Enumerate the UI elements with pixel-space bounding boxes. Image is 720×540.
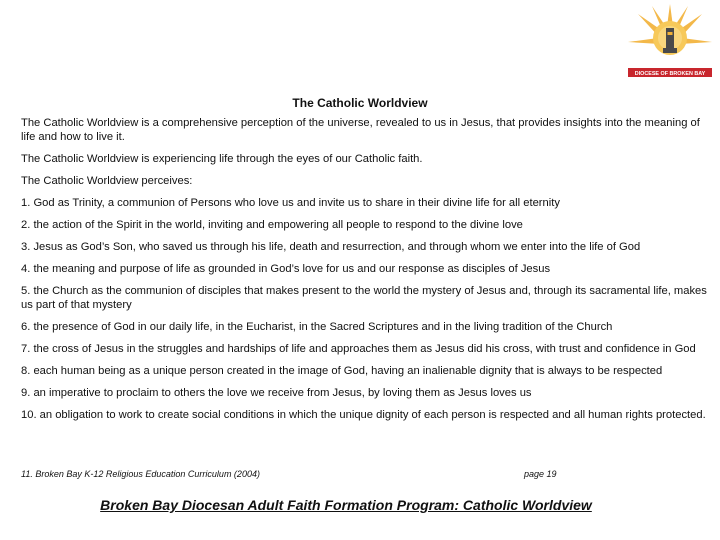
intro-paragraph: The Catholic Worldview perceives:: [21, 174, 193, 187]
intro-paragraph: The Catholic Worldview is experiencing life through the eyes of our Catholic faith.: [21, 152, 423, 165]
source-citation: 11. Broken Bay K-12 Religious Education Curriculum (2004): [21, 469, 260, 479]
logo-text: DIOCESE OF BROKEN BAY: [634, 71, 706, 77]
list-item: 4. the meaning and purpose of life as grounded in God’s love for us and our response as disciples of Jesus: [21, 263, 551, 276]
page-reference: page 19: [524, 469, 557, 479]
list-item: 2. the action of the Spirit in the world, inviting and empowering all people to respond to the divine love: [21, 218, 523, 231]
list-item: 5. the Church as the communion of disciples that makes present to the world the mystery of Jesus and, through its sacramental life, makes us part of that mystery: [21, 285, 707, 311]
diocese-logo: [620, 0, 720, 82]
list-item: 10. an obligation to work to create social conditions in which the unique dignity of each person is respected and all human rights protected.: [21, 409, 706, 422]
list-item: 6. the presence of God in our daily life, in the Eucharist, in the Sacred Scriptures and in the living tradition of the Church: [21, 320, 613, 333]
page-title: The Catholic Worldview: [292, 96, 428, 110]
footer-title: Broken Bay Diocesan Adult Faith Formation Program: Catholic Worldview: [100, 497, 592, 513]
diocese-emblem-icon: [620, 0, 720, 82]
list-item: 9. an imperative to proclaim to others the love we receive from Jesus, by loving them as Jesus loves us: [21, 387, 532, 400]
list-item: 3. Jesus as God’s Son, who saved us through his life, death and resurrection, and through whom we enter into the life of God: [21, 240, 641, 253]
list-item: 8. each human being as a unique person created in the image of God, having an inalienable dignity that is always to be respected: [21, 364, 663, 377]
document-body: [21, 117, 717, 431]
list-item: 7. the cross of Jesus in the struggles and hardships of life and approaches them as Jesus did his cross, with trust and confidence in God: [21, 342, 696, 355]
list-item: 1. God as Trinity, a communion of Persons who love us and invite us to share in their divine life for all eternity: [21, 196, 560, 209]
intro-paragraph: The Catholic Worldview is a comprehensive perception of the universe, revealed to us in Jesus, that provides insights into the meaning of life and how to live it.: [21, 117, 700, 143]
